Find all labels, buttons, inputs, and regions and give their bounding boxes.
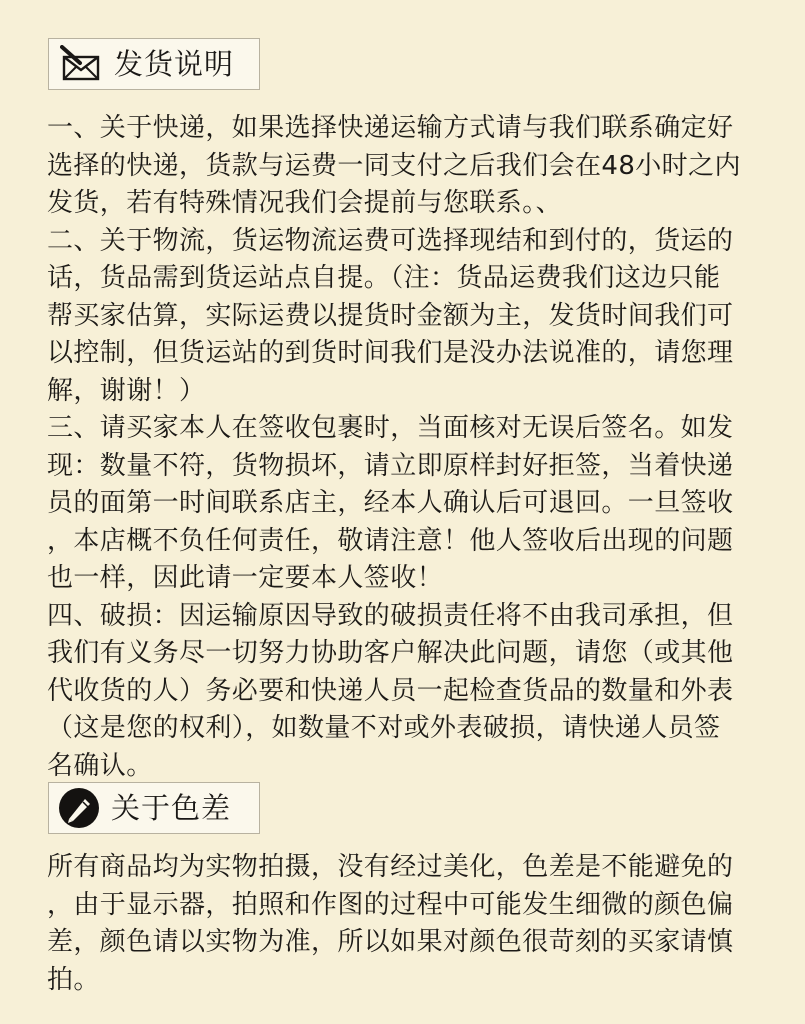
text-line: 代收货的人）务必要和快递人员一起检查货品的数量和外表	[47, 675, 734, 706]
text-line: 以控制，但货运站的到货时间我们是没办法说准的，请您理	[47, 338, 734, 368]
text-line: 现：数量不符，货物损坏，请立即原样封好拒签，当着快递	[47, 450, 734, 481]
text-line: （这是您的权利），如数量不对或外表破损，请快递人员签	[47, 713, 721, 743]
color-section-title: 关于色差	[111, 790, 232, 825]
color-section-header	[48, 782, 260, 834]
text-line: 所有商品均为实物拍摄，没有经过美化，色差是不能避免的	[47, 852, 734, 882]
text-line: 帮买家估算，实际运费以提货时金额为主，发货时间我们可	[47, 300, 734, 331]
envelope-pen-icon	[60, 45, 104, 83]
text-line: 发货，若有特殊情况我们会提前与您联系。、	[47, 188, 563, 218]
shipping-instructions	[47, 110, 771, 785]
text-line: 四、破损：因运输原因导致的破损责任将不由我司承担，但	[47, 600, 734, 631]
text-line: 名确认。	[47, 750, 153, 781]
text-line: ，本店概不负任何责任，敬请注意！他人签收后出现的问题	[47, 525, 734, 556]
text-line: 解，谢谢！）	[47, 375, 206, 406]
text-line: 二、关于物流，货运物流运费可选择现结和到付的，货运的	[47, 225, 734, 256]
color-difference-notice	[47, 849, 771, 999]
text-line: ，由于显示器，拍照和作图的过程中可能发生细微的颜色偏	[47, 889, 734, 920]
text-line: 也一样，因此请一定要本人签收！	[47, 563, 444, 593]
text-line: 话，货品需到货运站点自提。（注：货品运费我们这边只能	[47, 263, 721, 293]
text-line: 一、关于快递，如果选择快递运输方式请与我们联系确定好	[47, 113, 734, 143]
shipping-section-header	[48, 38, 260, 90]
text-line: 三、请买家本人在签收包裹时，当面核对无误后签名。如发	[47, 413, 734, 443]
pen-nib-icon	[57, 786, 101, 830]
text-line: 差，颜色请以实物为准，所以如果对颜色很苛刻的买家请慎	[47, 927, 734, 957]
text-line: 选择的快递，货款与运费一同支付之后我们会在48小时之内	[47, 150, 741, 181]
text-line: 拍。	[47, 964, 100, 995]
text-line: 员的面第一时间联系店主，经本人确认后可退回。一旦签收	[47, 488, 734, 518]
text-line: 我们有义务尽一切努力协助客户解决此问题，请您（或其他	[47, 638, 734, 668]
shipping-section-title: 发货说明	[114, 46, 235, 81]
